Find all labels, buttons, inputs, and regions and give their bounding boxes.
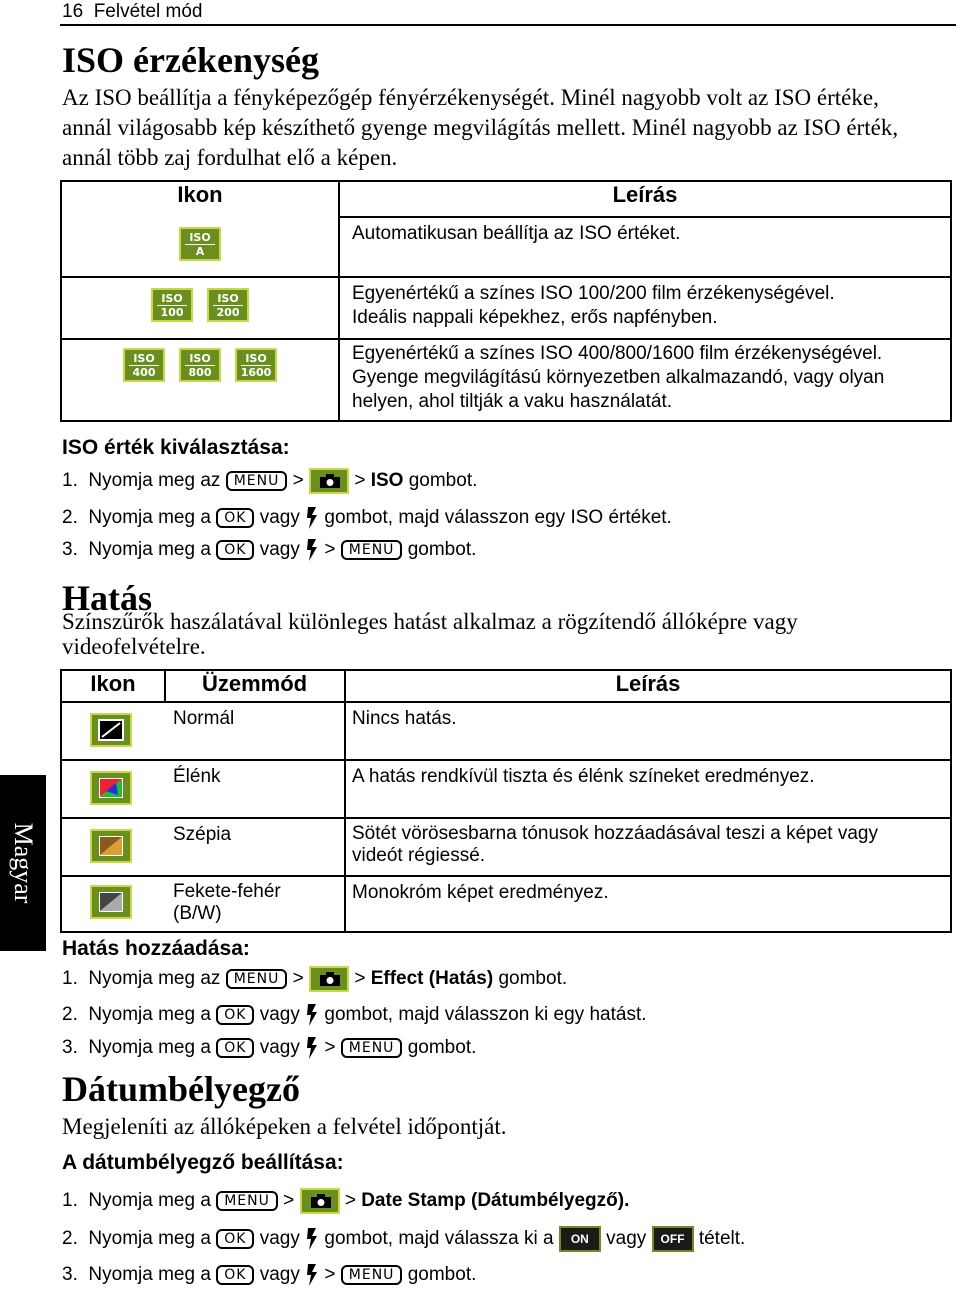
iso-400-icon: ISO 400 [123, 348, 165, 382]
effect-mode-line: Normál [173, 708, 235, 729]
date-step-1: 1. Nyomja meg a MENU > > Date Stamp (Dátumbélyegző). [62, 1188, 629, 1214]
menu-button-icon: MENU [341, 540, 403, 560]
language-side-tab [0, 775, 46, 951]
effect-step-2: 2. Nyomja meg a OK vagy gombot, majd válasszon ki egy hatást. [62, 1004, 647, 1025]
effect-desc-line: Sötét vörösesbarna tónusok hozzáadásával teszi a képet vagy [352, 823, 878, 844]
effect-row-mode [165, 876, 345, 932]
effect-row-desc [345, 702, 951, 760]
sepia-effect-icon [90, 829, 132, 863]
flash-button-icon [305, 1003, 319, 1027]
iso-select-title: ISO érték kiválasztása: [62, 436, 290, 459]
flash-button-icon [305, 506, 319, 530]
effect-col-desc: Leírás [345, 670, 951, 702]
flash-button-icon [305, 1036, 319, 1060]
flash-button-icon [305, 538, 319, 562]
iso-desc-line: Gyenge megvilágítású környezetben alkalmazandó, vagy olyan [352, 367, 885, 388]
language-label: Magyar [9, 822, 38, 904]
effect-intro-line: Színszűrők haszálatával különleges hatást alkalmaz a rögzítendő állóképre vagy [62, 609, 798, 634]
date-set-title: A dátumbélyegző beállítása: [62, 1151, 344, 1174]
header-rule [60, 24, 956, 26]
iso-row-icons [61, 277, 339, 339]
menu-button-icon: MENU [226, 471, 288, 491]
page-number: 16 [62, 1, 84, 22]
effect-desc-line: Nincs hatás. [352, 708, 457, 729]
effect-row-icon-cell [61, 818, 165, 876]
effect-mode-line: Élénk [173, 766, 221, 787]
off-option-icon: OFF [652, 1226, 694, 1252]
effect-desc-line: videót régiessé. [352, 845, 486, 866]
flash-button-icon [305, 1227, 319, 1251]
iso-intro-line: annál világosabb kép készíthető gyenge megvilágítás mellett. Minél nagyobb az ISO érték, [62, 115, 899, 140]
effect-row-desc [345, 876, 951, 932]
camera-mode-icon [309, 966, 349, 992]
effect-mode-line: (B/W) [173, 903, 222, 924]
iso-table [60, 180, 952, 422]
effect-intro-line: videofelvételre. [62, 634, 206, 659]
effect-title: Hatás [62, 578, 152, 618]
iso-intro-line: Az ISO beállítja a fényképezőgép fényérzékenységét. Minél nagyobb volt az ISO értéke, [62, 85, 879, 110]
effect-desc-line: Monokróm képet eredményez. [352, 882, 609, 903]
page-header [62, 0, 202, 24]
iso-desc-line: Ideális nappali képekhez, erős napfényben. [352, 307, 718, 328]
effect-row-mode [165, 818, 345, 876]
ok-button-icon: OK [216, 1038, 254, 1058]
iso-step-1: 1. Nyomja meg az MENU > > ISO gombot. [62, 468, 477, 494]
ok-button-icon: OK [216, 1005, 254, 1025]
effect-row-icon-cell [61, 760, 165, 818]
normal-effect-icon [90, 713, 132, 747]
iso-col-desc: Leírás [339, 181, 951, 217]
effect-row-desc [345, 760, 951, 818]
iso-row-desc [339, 277, 951, 339]
camera-mode-icon [300, 1188, 340, 1214]
menu-button-icon: MENU [341, 1038, 403, 1058]
on-option-icon: ON [559, 1226, 601, 1252]
effect-desc-line: A hatás rendkívül tiszta és élénk színeket eredményez. [352, 766, 815, 787]
iso-auto-icon: ISO A [179, 227, 221, 261]
effect-row-icon-cell [61, 702, 165, 760]
ok-button-icon: OK [216, 540, 254, 560]
iso-intro [62, 83, 898, 173]
effect-step-3: 3. Nyomja meg a OK vagy > MENU gombot. [62, 1037, 477, 1058]
effect-col-icon: Ikon [61, 670, 165, 702]
menu-button-icon: MENU [341, 1265, 403, 1285]
effect-intro [62, 609, 798, 659]
iso-desc-line: Egyenértékű a színes ISO 400/800/1600 film érzékenységével. [352, 343, 883, 364]
iso-row-desc [339, 339, 951, 421]
effect-mode-line: Fekete-fehér [173, 881, 281, 902]
date-intro: Megjeleníti az állóképeken a felvétel időpontját. [62, 1114, 507, 1139]
effect-row-desc [345, 818, 951, 876]
effect-col-mode: Üzemmód [165, 670, 345, 702]
iso-intro-line: annál több zaj fordulhat elő a képen. [62, 145, 398, 170]
iso-100-icon: ISO 100 [151, 288, 193, 322]
ok-button-icon: OK [216, 1265, 254, 1285]
iso-step-3: 3. Nyomja meg a OK vagy > MENU gombot. [62, 539, 477, 560]
iso-row-desc [339, 217, 951, 277]
effect-table [60, 669, 952, 933]
iso-col-icon: Ikon [61, 181, 339, 217]
iso-200-icon: ISO 200 [207, 288, 249, 322]
effect-mode-line: Szépia [173, 824, 232, 845]
bw-effect-icon [90, 885, 132, 919]
date-title: Dátumbélyegző [62, 1069, 300, 1109]
iso-desc-line: helyen, ahol tiltják a vaku használatát. [352, 391, 673, 412]
section-name: Felvétel mód [93, 1, 203, 22]
iso-title: ISO érzékenység [62, 40, 319, 80]
iso-step-2: 2. Nyomja meg a OK vagy gombot, majd válasszon egy ISO értéket. [62, 507, 672, 528]
iso-desc-line: Egyenértékű a színes ISO 100/200 film érzékenységével. [352, 283, 835, 304]
ok-button-icon: OK [216, 508, 254, 528]
menu-button-icon: MENU [216, 1191, 278, 1211]
menu-button-icon: MENU [226, 969, 288, 989]
effect-add-title: Hatás hozzáadása: [62, 937, 250, 960]
flash-button-icon [305, 1263, 319, 1287]
effect-row-icon-cell [61, 876, 165, 932]
effect-row-mode [165, 760, 345, 818]
iso-1600-icon: ISO 1600 [235, 348, 277, 382]
ok-button-icon: OK [216, 1229, 254, 1249]
date-step-2: 2. Nyomja meg a OK vagy gombot, majd válassza ki a ON vagy OFF tételt. [62, 1226, 745, 1252]
effect-row-mode [165, 702, 345, 760]
date-step-3: 3. Nyomja meg a OK vagy > MENU gombot. [62, 1264, 477, 1285]
vivid-effect-icon [90, 771, 132, 805]
iso-row-icons [61, 339, 339, 421]
camera-mode-icon [309, 468, 349, 494]
effect-step-1: 1. Nyomja meg az MENU > > Effect (Hatás) gombot. [62, 966, 567, 992]
iso-row-icons [61, 217, 339, 277]
iso-800-icon: ISO 800 [179, 348, 221, 382]
iso-desc-line: Automatikusan beállítja az ISO értéket. [352, 223, 681, 244]
